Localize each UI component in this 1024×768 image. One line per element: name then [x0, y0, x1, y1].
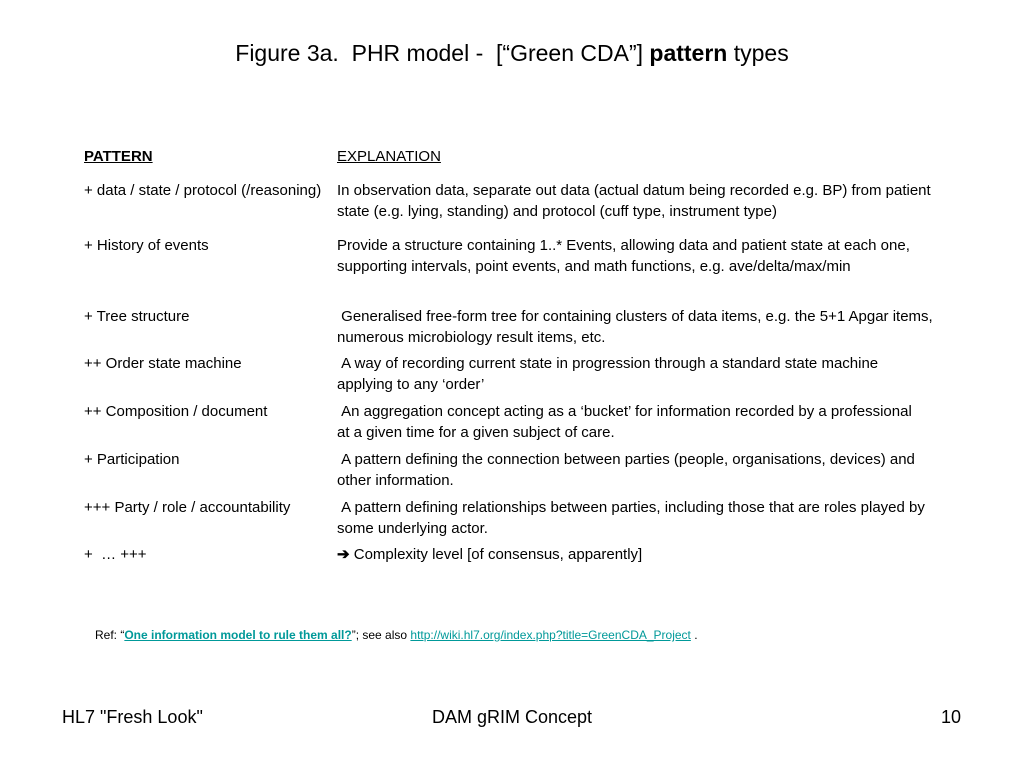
row-pattern: ++ Composition / document: [84, 403, 268, 420]
title-prefix: Figure 3a. PHR model - [“Green CDA”]: [235, 40, 650, 66]
row-pattern: + Participation: [84, 451, 180, 468]
row-pattern: ++ Order state machine: [84, 355, 242, 372]
row-explanation: Provide a structure containing 1..* Events, allowing data and patient state at each one, supporting intervals, point events, and math functions, e.g. ave/delta/max/min: [337, 237, 910, 275]
ref-middle: ”; see also: [351, 628, 411, 642]
ref-link-wiki[interactable]: http://wiki.hl7.org/index.php?title=GreenCDA_Project: [410, 628, 691, 642]
row-pattern: + data / state / protocol (/reasoning): [84, 182, 322, 199]
row-explanation: A pattern defining the connection between parties (people, organisations, devices) and other information.: [337, 451, 920, 489]
row-explanation: A way of recording current state in progression through a standard state machine applying to any ‘order’: [337, 355, 883, 393]
reference-line: [95, 628, 698, 642]
row-explanation: Generalised free-form tree for containing clusters of data items, e.g. the 5+1 Apgar items, numerous microbiology result items, etc.: [337, 308, 937, 346]
slide-number: 10: [941, 707, 962, 727]
ref-prefix: Ref: “: [95, 628, 125, 642]
row-explanation: A pattern defining relationships between parties, including those that are roles played by some underlying actor.: [337, 499, 930, 537]
row-pattern: +++ Party / role / accountability: [84, 499, 291, 516]
row-explanation: In observation data, separate out data (actual datum being recorded e.g. BP) from patient state (e.g. lying, standing) and protocol (cuff type, instrument type): [337, 182, 931, 220]
column-header-pattern: PATTERN: [84, 148, 153, 165]
column-header-explanation: EXPLANATION: [337, 148, 441, 165]
row-pattern: + … +++: [84, 546, 147, 563]
title-bold-word: pattern: [649, 40, 728, 66]
arrow-right-icon: ➔: [337, 546, 350, 563]
ref-link-model[interactable]: One information model to rule them all?: [124, 628, 352, 642]
page-title: [0, 40, 1024, 67]
row-pattern: + Tree structure: [84, 308, 190, 325]
title-suffix: types: [727, 40, 789, 66]
row-explanation: An aggregation concept acting as a ‘bucket’ for information recorded by a professional at a given time for a given subject of care.: [337, 403, 916, 441]
ref-suffix: .: [690, 628, 698, 642]
footer-left: HL7 "Fresh Look": [62, 707, 203, 727]
footer-center: DAM gRIM Concept: [431, 707, 593, 727]
row-explanation-complexity: [337, 544, 947, 565]
row-pattern: + History of events: [84, 237, 209, 254]
complexity-text: Complexity level [of consensus, apparently]: [349, 546, 643, 563]
